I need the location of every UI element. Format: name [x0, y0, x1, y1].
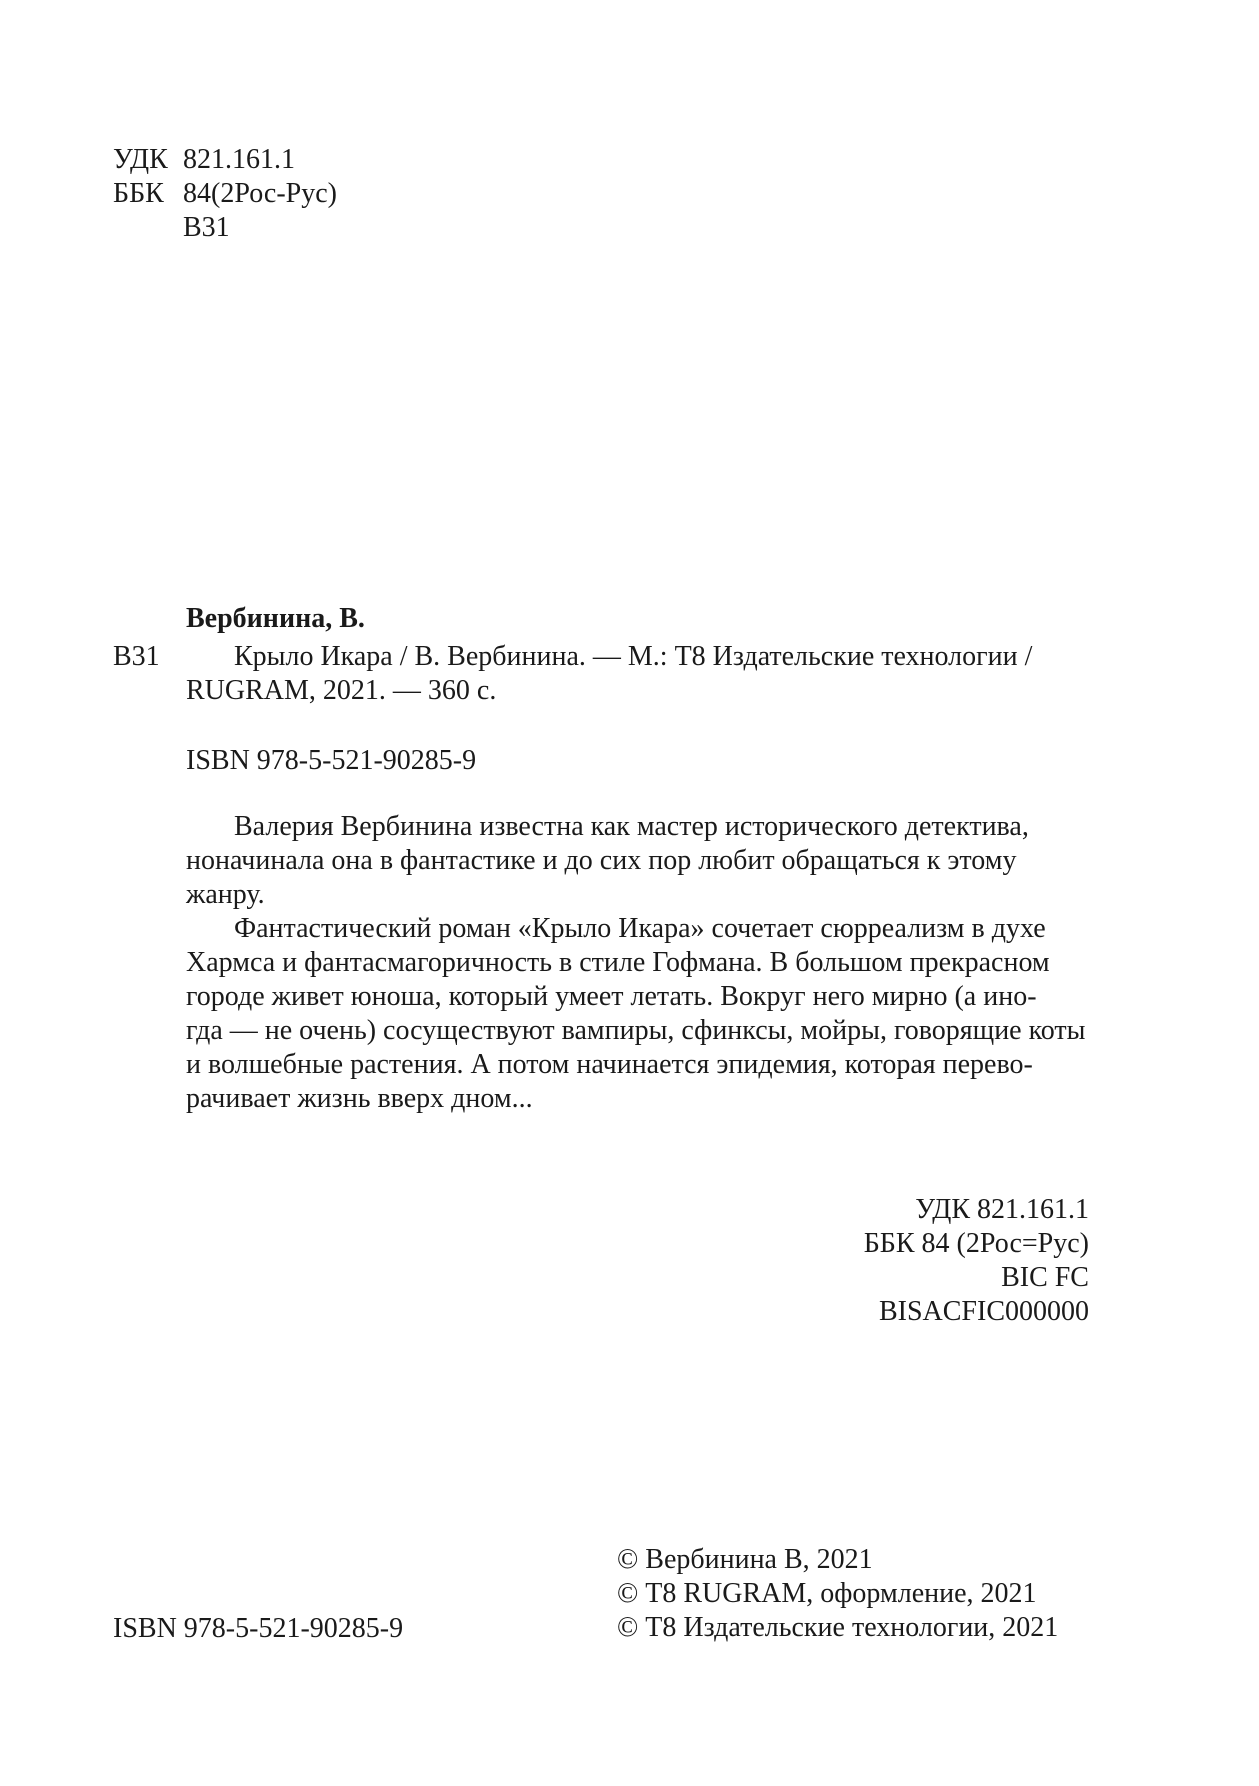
copyright-design: © Т8 RUGRAM, оформление, 2021	[617, 1578, 1037, 1609]
bic-code: BIC FC	[1001, 1262, 1089, 1293]
isbn-bottom: ISBN 978-5-521-90285-9	[113, 1613, 404, 1644]
bbk-code: ББК 84 (2Рос=Рус)	[863, 1228, 1089, 1259]
card-author: Вербинина, В.	[186, 603, 365, 634]
card-code: В31	[113, 641, 160, 672]
card-description	[186, 640, 1094, 708]
udk-label: УДК	[113, 144, 168, 175]
annotation-line: городе живет юноша, который умеет летать. Вокруг него мирно (а ино-	[186, 981, 1037, 1012]
copyright-publisher: © Т8 Издательские технологии, 2021	[617, 1612, 1059, 1643]
annotation-line: рачивает жизнь вверх дном...	[186, 1083, 533, 1114]
classification-block	[113, 143, 337, 245]
bbk-label: ББК	[113, 178, 164, 209]
annotation	[186, 810, 1094, 1116]
copyright-author: © Вербинина В, 2021	[617, 1544, 873, 1575]
card-description-line: RUGRAM, 2021. — 360 с.	[186, 675, 497, 706]
bbk-value: 84(2Рос-Рус)	[183, 178, 337, 209]
annotation-line: Хармса и фантасмагоричность в стиле Гофмана. В большом прекрасном	[186, 947, 1050, 978]
udk-row	[113, 143, 337, 177]
author-mark: В31	[183, 212, 230, 243]
card-isbn: ISBN 978-5-521-90285-9	[186, 745, 477, 776]
author-mark-row	[113, 211, 337, 245]
annotation-line: гда — не очень) сосуществуют вампиры, сфинксы, мойры, говорящие коты	[186, 1015, 1086, 1046]
udk-code: УДК 821.161.1	[915, 1194, 1089, 1225]
bisac-code: BISACFIC000000	[878, 1296, 1089, 1327]
bbk-row	[113, 177, 337, 211]
annotation-line: Валерия Вербинина известна как мастер исторического детектива,	[234, 811, 1029, 842]
udk-value: 821.161.1	[183, 144, 295, 175]
card-description-line: Крыло Икара / В. Вербинина. — М.: Т8 Издательские технологии /	[234, 641, 1033, 672]
classification-codes-right	[864, 1193, 1089, 1329]
annotation-line: Фантастический роман «Крыло Икара» сочетает сюрреализм в духе	[234, 913, 1046, 944]
annotation-line: жанру.	[186, 879, 265, 910]
copyright-notices	[617, 1543, 1058, 1645]
annotation-line: ноначинала она в фантастике и до сих пор любит обращаться к этому	[186, 845, 1017, 876]
annotation-line: и волшебные растения. А потом начинается эпидемия, которая перево-	[186, 1049, 1033, 1080]
